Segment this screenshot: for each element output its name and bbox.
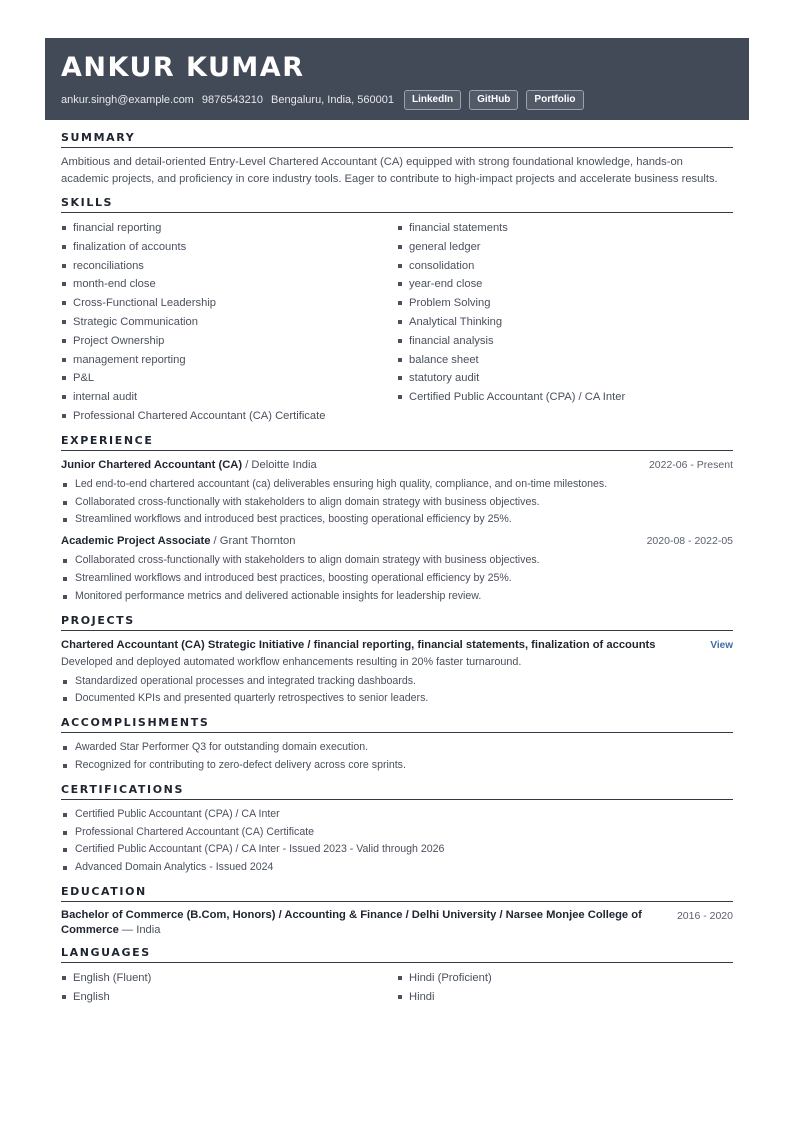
bullet-list <box>61 739 733 775</box>
bullet-item: Advanced Domain Analytics - Issued 2024 <box>61 859 733 877</box>
date-range: 2016 - 2020 <box>676 909 733 922</box>
location: Bengaluru, India, 560001 <box>271 94 394 106</box>
bullet-item: Documented KPIs and presented quarterly retrospectives to senior leaders. <box>61 690 733 708</box>
section-title-education: EDUCATION <box>61 885 733 902</box>
bullet-item: Monitored performance metrics and delivered actionable insights for leadership review. <box>61 588 733 606</box>
section-title-accomplishments: ACCOMPLISHMENTS <box>61 716 733 733</box>
job-title: Academic Project Associate <box>61 535 211 548</box>
projects-section <box>61 614 733 709</box>
skill-item: month-end close <box>61 275 397 294</box>
language-item: Hindi <box>397 988 733 1007</box>
bullet-list <box>61 673 733 709</box>
bullet-item: Streamlined workflows and introduced best practices, boosting operational efficiency by 25%. <box>61 511 733 529</box>
project-title: Chartered Accountant (CA) Strategic Initiative <box>61 638 305 651</box>
bullet-item: Collaborated cross-functionally with stakeholders to align domain strategy with business objectives. <box>61 494 733 512</box>
skill-item: financial statements <box>397 219 733 238</box>
entry-header <box>61 457 733 474</box>
section-title-experience: EXPERIENCE <box>61 434 733 451</box>
section-title-summary: SUMMARY <box>61 131 733 148</box>
languages-list <box>61 969 733 1007</box>
skills-section <box>61 196 733 426</box>
experience-section <box>61 434 733 606</box>
skill-item: Project Ownership <box>61 332 397 351</box>
skill-item: Strategic Communication <box>61 313 397 332</box>
languages-section <box>61 946 733 1007</box>
skill-item: Problem Solving <box>397 294 733 313</box>
github-link[interactable]: GitHub <box>469 90 518 110</box>
entry-header <box>61 533 733 550</box>
experience-entry <box>61 533 733 605</box>
skill-item: P&L <box>61 369 397 388</box>
bullet-item: Standardized operational processes and integrated tracking dashboards. <box>61 673 733 691</box>
bullet-item: Streamlined workflows and introduced best practices, boosting operational efficiency by 25%. <box>61 570 733 588</box>
linkedin-link[interactable]: LinkedIn <box>404 90 461 110</box>
project-tech: / financial reporting, financial statements, finalization of accounts <box>304 638 656 651</box>
bullet-list <box>61 476 733 529</box>
skill-item: balance sheet <box>397 351 733 370</box>
skill-item: management reporting <box>61 351 397 370</box>
edu-location: — India <box>118 923 161 936</box>
experience-entry <box>61 457 733 529</box>
bullet-item: Certified Public Accountant (CPA) / CA Inter <box>61 806 733 824</box>
bullet-item: Awarded Star Performer Q3 for outstanding domain execution. <box>61 739 733 757</box>
skill-item: general ledger <box>397 238 733 257</box>
skill-item: Analytical Thinking <box>397 313 733 332</box>
bullet-item: Certified Public Accountant (CPA) / CA Inter - Issued 2023 - Valid through 2026 <box>61 841 733 859</box>
job-title: Junior Chartered Accountant (CA) <box>61 458 243 471</box>
skill-item: Professional Chartered Accountant (CA) Certificate <box>61 407 397 426</box>
bullet-list <box>61 552 733 605</box>
bullet-item: Professional Chartered Accountant (CA) Certificate <box>61 824 733 842</box>
education-section <box>61 885 733 938</box>
skill-item: financial reporting <box>61 219 397 238</box>
bullet-list <box>61 806 733 877</box>
contact-row <box>61 90 733 110</box>
skill-item: Certified Public Accountant (CPA) / CA Inter <box>397 388 733 407</box>
resume-header <box>45 38 749 120</box>
section-title-projects: PROJECTS <box>61 614 733 631</box>
section-title-languages: LANGUAGES <box>61 946 733 963</box>
accomplishments-section <box>61 716 733 775</box>
candidate-name: ANKUR KUMAR <box>61 52 305 83</box>
skill-item: internal audit <box>61 388 397 407</box>
institution: / Delhi University / Narsee Monjee College of Commerce <box>61 908 642 936</box>
email[interactable]: ankur.singh@example.com <box>61 94 194 106</box>
skill-item: statutory audit <box>397 369 733 388</box>
education-entry <box>61 908 733 938</box>
project-header <box>61 637 733 654</box>
company: / Grant Thornton <box>210 535 296 548</box>
bullet-item: Led end-to-end chartered accountant (ca) deliverables ensuring high quality, compliance, and on-time milestones. <box>61 476 733 494</box>
summary-section <box>61 131 733 188</box>
company: / Deloitte India <box>242 458 317 471</box>
skill-item: finalization of accounts <box>61 238 397 257</box>
skill-item: financial analysis <box>397 332 733 351</box>
language-item: English (Fluent) <box>61 969 397 988</box>
phone: 9876543210 <box>201 94 264 106</box>
section-title-skills: SKILLS <box>61 196 733 213</box>
skill-item: year-end close <box>397 275 733 294</box>
bullet-item: Recognized for contributing to zero-defect delivery across core sprints. <box>61 757 733 775</box>
summary-text: Ambitious and detail-oriented Entry-Level Chartered Accountant (CA) equipped with strong foundational knowledge, hands-on academic projects, and proficiency in core industry tools. Eager to contribute to high-impact projects and accelerate business results. <box>61 156 718 185</box>
portfolio-link[interactable]: Portfolio <box>526 90 583 110</box>
degree: Bachelor of Commerce (B.Com, Honors) / Accounting & Finance <box>61 908 403 921</box>
date-range: 2020-08 - 2022-05 <box>646 535 733 548</box>
bullet-item: Collaborated cross-functionally with stakeholders to align domain strategy with business objectives. <box>61 552 733 570</box>
skill-item: reconciliations <box>61 257 397 276</box>
skill-item: Cross-Functional Leadership <box>61 294 397 313</box>
resume-content <box>61 131 733 1015</box>
project-description: Developed and deployed automated workflow enhancements resulting in 20% faster turnaround. <box>61 655 522 668</box>
section-title-certifications: CERTIFICATIONS <box>61 783 733 800</box>
skill-item: consolidation <box>397 257 733 276</box>
language-item: English <box>61 988 397 1007</box>
language-item: Hindi (Proficient) <box>397 969 733 988</box>
skills-list <box>61 219 733 426</box>
date-range: 2022-06 - Present <box>648 458 733 471</box>
certifications-section <box>61 783 733 877</box>
project-view-link[interactable]: View <box>710 639 733 651</box>
